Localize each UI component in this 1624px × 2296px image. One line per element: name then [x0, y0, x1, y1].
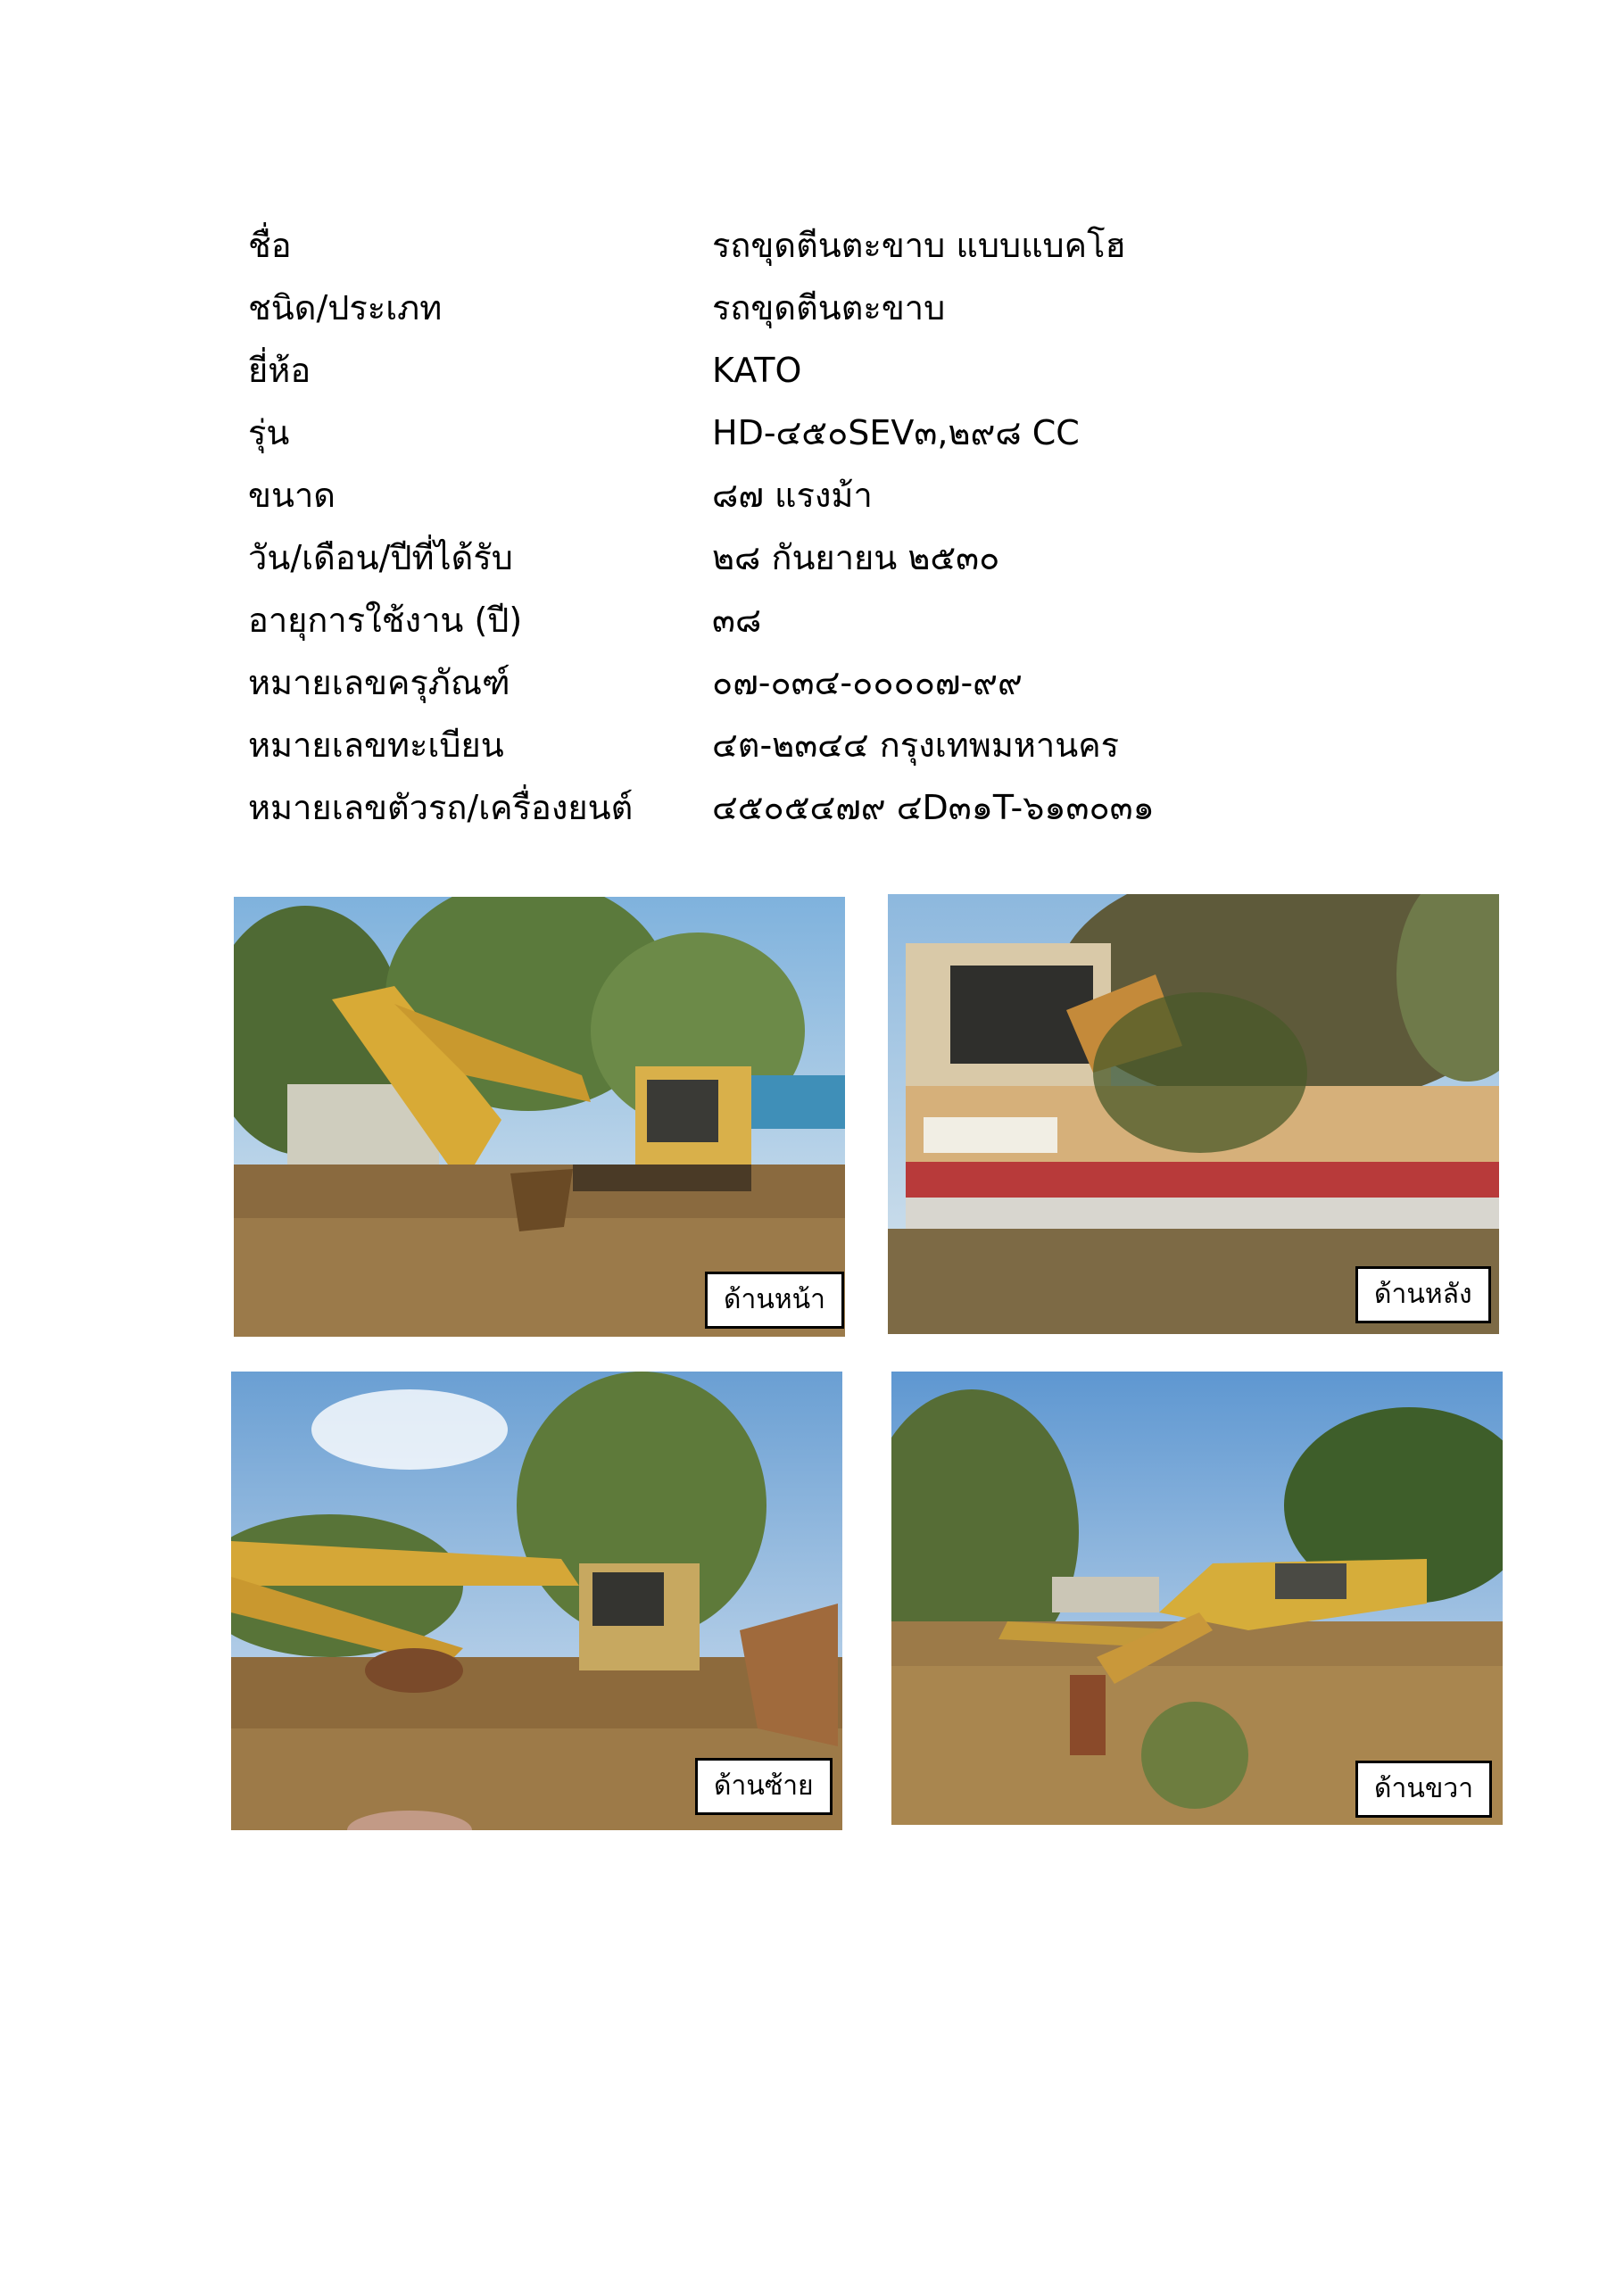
info-label: ชนิด/ประเภท	[248, 288, 443, 327]
info-value: ๘๗ แรงม้า	[712, 476, 873, 515]
info-row-registration	[248, 718, 1408, 772]
photo-caption-front: ด้านหน้า	[705, 1272, 844, 1329]
info-value: HD-๔๕๐SEV๓,๒๙๘ CC	[712, 413, 1080, 452]
info-value: ๐๗-๐๓๔-๐๐๐๐๗-๙๙	[712, 663, 1023, 702]
photo-right	[891, 1372, 1503, 1825]
photo-caption-rear: ด้านหลัง	[1355, 1266, 1491, 1323]
info-value: รถขุดตีนตะขาบ	[712, 288, 946, 327]
info-row-chassis-engine	[248, 781, 1408, 834]
info-label: หมายเลขทะเบียน	[248, 725, 504, 765]
photo-left	[231, 1372, 842, 1830]
info-label: รุ่น	[248, 413, 290, 452]
info-label: อายุการใช้งาน (ปี)	[248, 601, 523, 640]
info-label: ขนาด	[248, 476, 336, 515]
info-label: วัน/เดือน/ปีที่ได้รับ	[248, 538, 513, 577]
info-label: ชื่อ	[248, 226, 292, 265]
info-label: หมายเลขครุภัณฑ์	[248, 663, 510, 702]
photo-caption-left: ด้านซ้าย	[695, 1758, 833, 1815]
info-row-type	[248, 281, 1408, 335]
info-label: ยี่ห้อ	[248, 351, 311, 390]
info-row-service-age	[248, 593, 1408, 647]
info-value: รถขุดตีนตะขาบ แบบแบคโฮ	[712, 226, 1126, 265]
info-row-model	[248, 406, 1408, 460]
photo-caption-right: ด้านขวา	[1355, 1761, 1492, 1818]
photo-front	[234, 897, 845, 1337]
info-row-received-date	[248, 531, 1408, 584]
info-value: ๒๘ กันยายน ๒๕๓๐	[712, 538, 1000, 577]
info-row-name	[248, 219, 1408, 272]
info-value: KATO	[712, 351, 802, 390]
info-row-brand	[248, 344, 1408, 397]
excavator-right-image	[891, 1372, 1503, 1825]
info-row-asset-number	[248, 656, 1408, 709]
info-label: หมายเลขตัวรถ/เครื่องยนต์	[248, 788, 634, 827]
info-value: ๔ต-๒๓๔๔ กรุงเทพมหานคร	[712, 725, 1120, 765]
photo-rear	[888, 894, 1499, 1334]
info-value: ๔๕๐๕๔๗๙ ๔D๓๑T-๖๑๓๐๓๑	[712, 788, 1155, 827]
info-row-size	[248, 468, 1408, 522]
info-value: ๓๘	[712, 601, 762, 640]
